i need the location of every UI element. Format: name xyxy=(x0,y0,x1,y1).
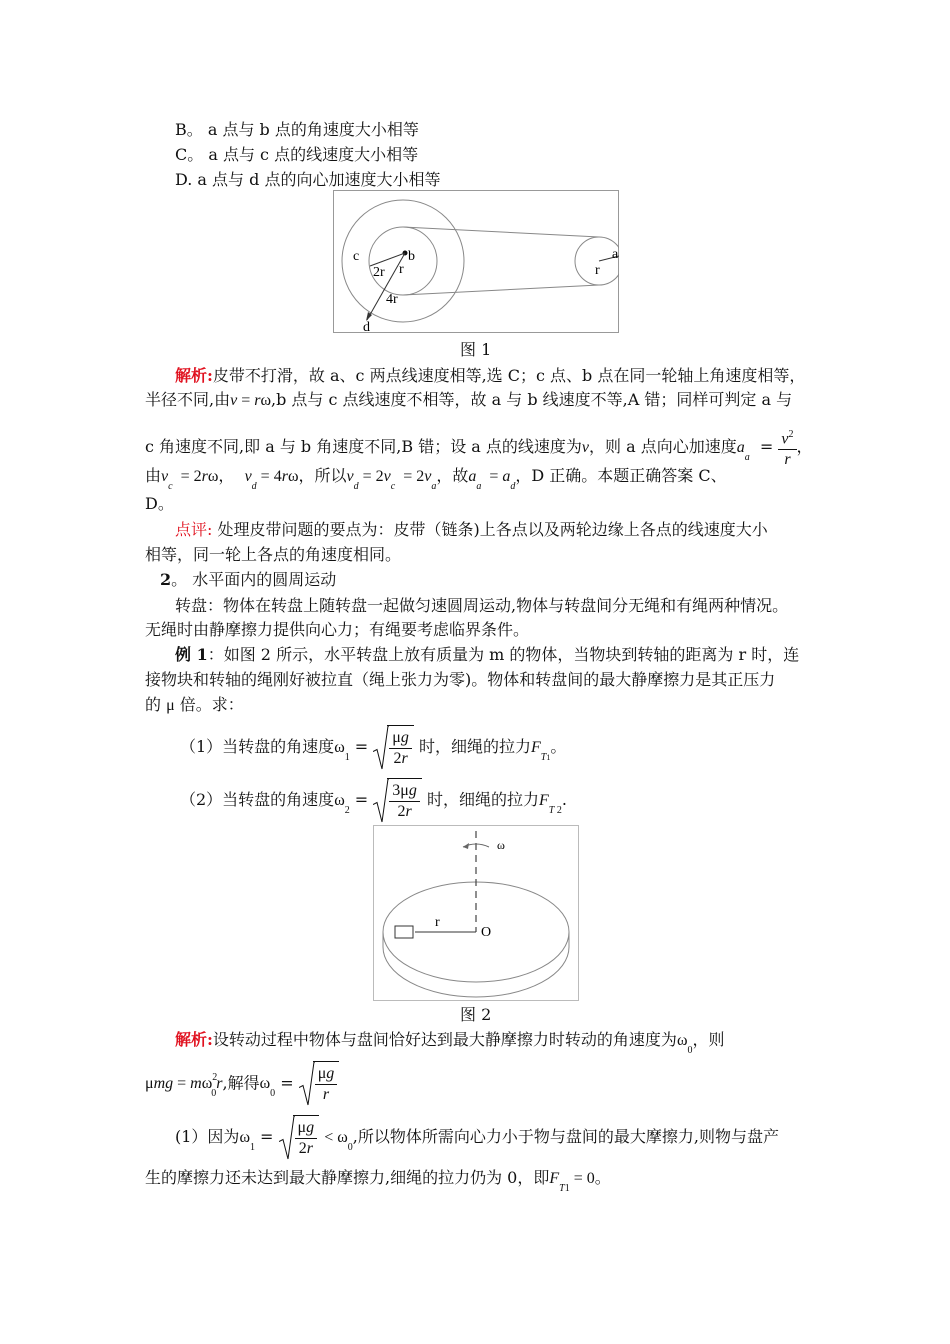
example-line-2: 接物块和转轴的绳刚好被拉直（绳上张力为零)。物体和转盘间的最大静摩擦力是其正压力 xyxy=(145,670,776,689)
option-b: B。 a 点与 b 点的角速度大小相等 xyxy=(175,120,419,139)
label-a: a xyxy=(612,247,619,262)
figure-2-caption: 图 2 xyxy=(460,1005,492,1024)
label-d: d xyxy=(363,320,370,333)
section-number: 2 xyxy=(160,570,172,589)
r-label: r xyxy=(435,915,440,930)
label-r-small: r xyxy=(595,263,600,278)
analysis-label: 解析: xyxy=(175,366,213,385)
label-b: b xyxy=(408,249,415,264)
example-label: 例 1 xyxy=(175,645,208,664)
analysis-2-line-2: $\mu mg = m\omega^2_0r$,解得$\omega_0$ = $\frac{\mu g}{r}$ xyxy=(145,1058,339,1102)
analysis-2-line-1: 解析:设转动过程中物体与盘间恰好达到最大静摩擦力时转动的角速度为$\omega_0$，则 xyxy=(175,1030,725,1056)
label-2r: 2r xyxy=(373,265,385,280)
label-r-inner: r xyxy=(399,262,404,277)
turntable-line-2: 无绳时由静摩擦力提供向心力；有绳要考虑临界条件。 xyxy=(145,620,530,639)
question-1: （1）当转盘的角速度$\omega_1$ = $\frac{\mu g}{2r}$ 时，细绳的拉力$F_{T1}$。 xyxy=(180,725,566,769)
analysis-2-para-1: (1）因为$\omega_1$ = $\frac{\mu g}{2r}$ < $\omega_0$,所以物体所需向心力小于物与盘间的最大摩擦力,则物与盘产 xyxy=(175,1115,779,1159)
analysis-text: 皮带不打滑，故 a、c 两点线速度相等,选 C；c 点、b 点在同一轮轴上角速度相等， xyxy=(212,366,806,385)
label-c: c xyxy=(353,249,360,264)
o-label: O xyxy=(481,925,492,940)
figure-1-caption: 图 1 xyxy=(460,340,492,359)
example-line-3: 的 μ 倍。求： xyxy=(145,695,244,714)
turntable-line-1: 转盘：物体在转盘上随转盘一起做匀速圆周运动,物体与转盘间分无绳和有绳两种情况。 xyxy=(175,596,789,615)
section-title: 。 水平面内的圆周运动 xyxy=(171,570,337,589)
analysis-2-para-2: 生的摩擦力还未达到最大静摩擦力,细绳的拉力仍为 0，即$F_{T1} = 0$。 xyxy=(145,1168,611,1194)
label-4r: 4r xyxy=(386,292,398,307)
analysis-line-3: c 角速度不同,即 a 与 b 角速度不同,B 错；设 a 点的线速度为v，则 a 点向心加速度$a_a$ = $\frac{v^2}{r}$ ， xyxy=(145,425,813,465)
analysis-line-2: 半径不同,由v = rω,b 点与 c 点线速度不相等，故 a 与 b 线速度不等,A 错；同样可判定 a 与 xyxy=(145,390,793,409)
option-d: D. a 点与 d 点的向心加速度大小相等 xyxy=(175,170,441,189)
comment-text: 处理皮带问题的要点为：皮带（链条)上各点以及两轮边缘上各点的线速度大小 xyxy=(212,520,768,539)
comment-line-2: 相等，同一轮上各点的角速度相同。 xyxy=(145,545,402,564)
analysis-line-4: 由$v_c = 2r\omega$， $v_d = 4r\omega$，所以$v_d = 2v_c = 2v_a$，故$a_a = a_d$，D 正确。本题正确答案 C、 xyxy=(145,466,727,492)
example-text: ：如图 2 所示，水平转盘上放有质量为 m 的物体，当物块到转轴的距离为 r 时，连 xyxy=(207,645,800,664)
figure-1 xyxy=(333,190,619,333)
analysis-line-5: D。 xyxy=(145,494,174,513)
comment-label: 点评: xyxy=(175,520,213,539)
option-c: C。 a 点与 c 点的线速度大小相等 xyxy=(175,145,419,164)
question-2: （2）当转盘的角速度$\omega_2$ = $\frac{3\mu g}{2r}$ 时，细绳的拉力$F_{T 2}$. xyxy=(180,778,567,822)
figure-2 xyxy=(373,825,579,1001)
omega-label: ω xyxy=(497,838,505,852)
